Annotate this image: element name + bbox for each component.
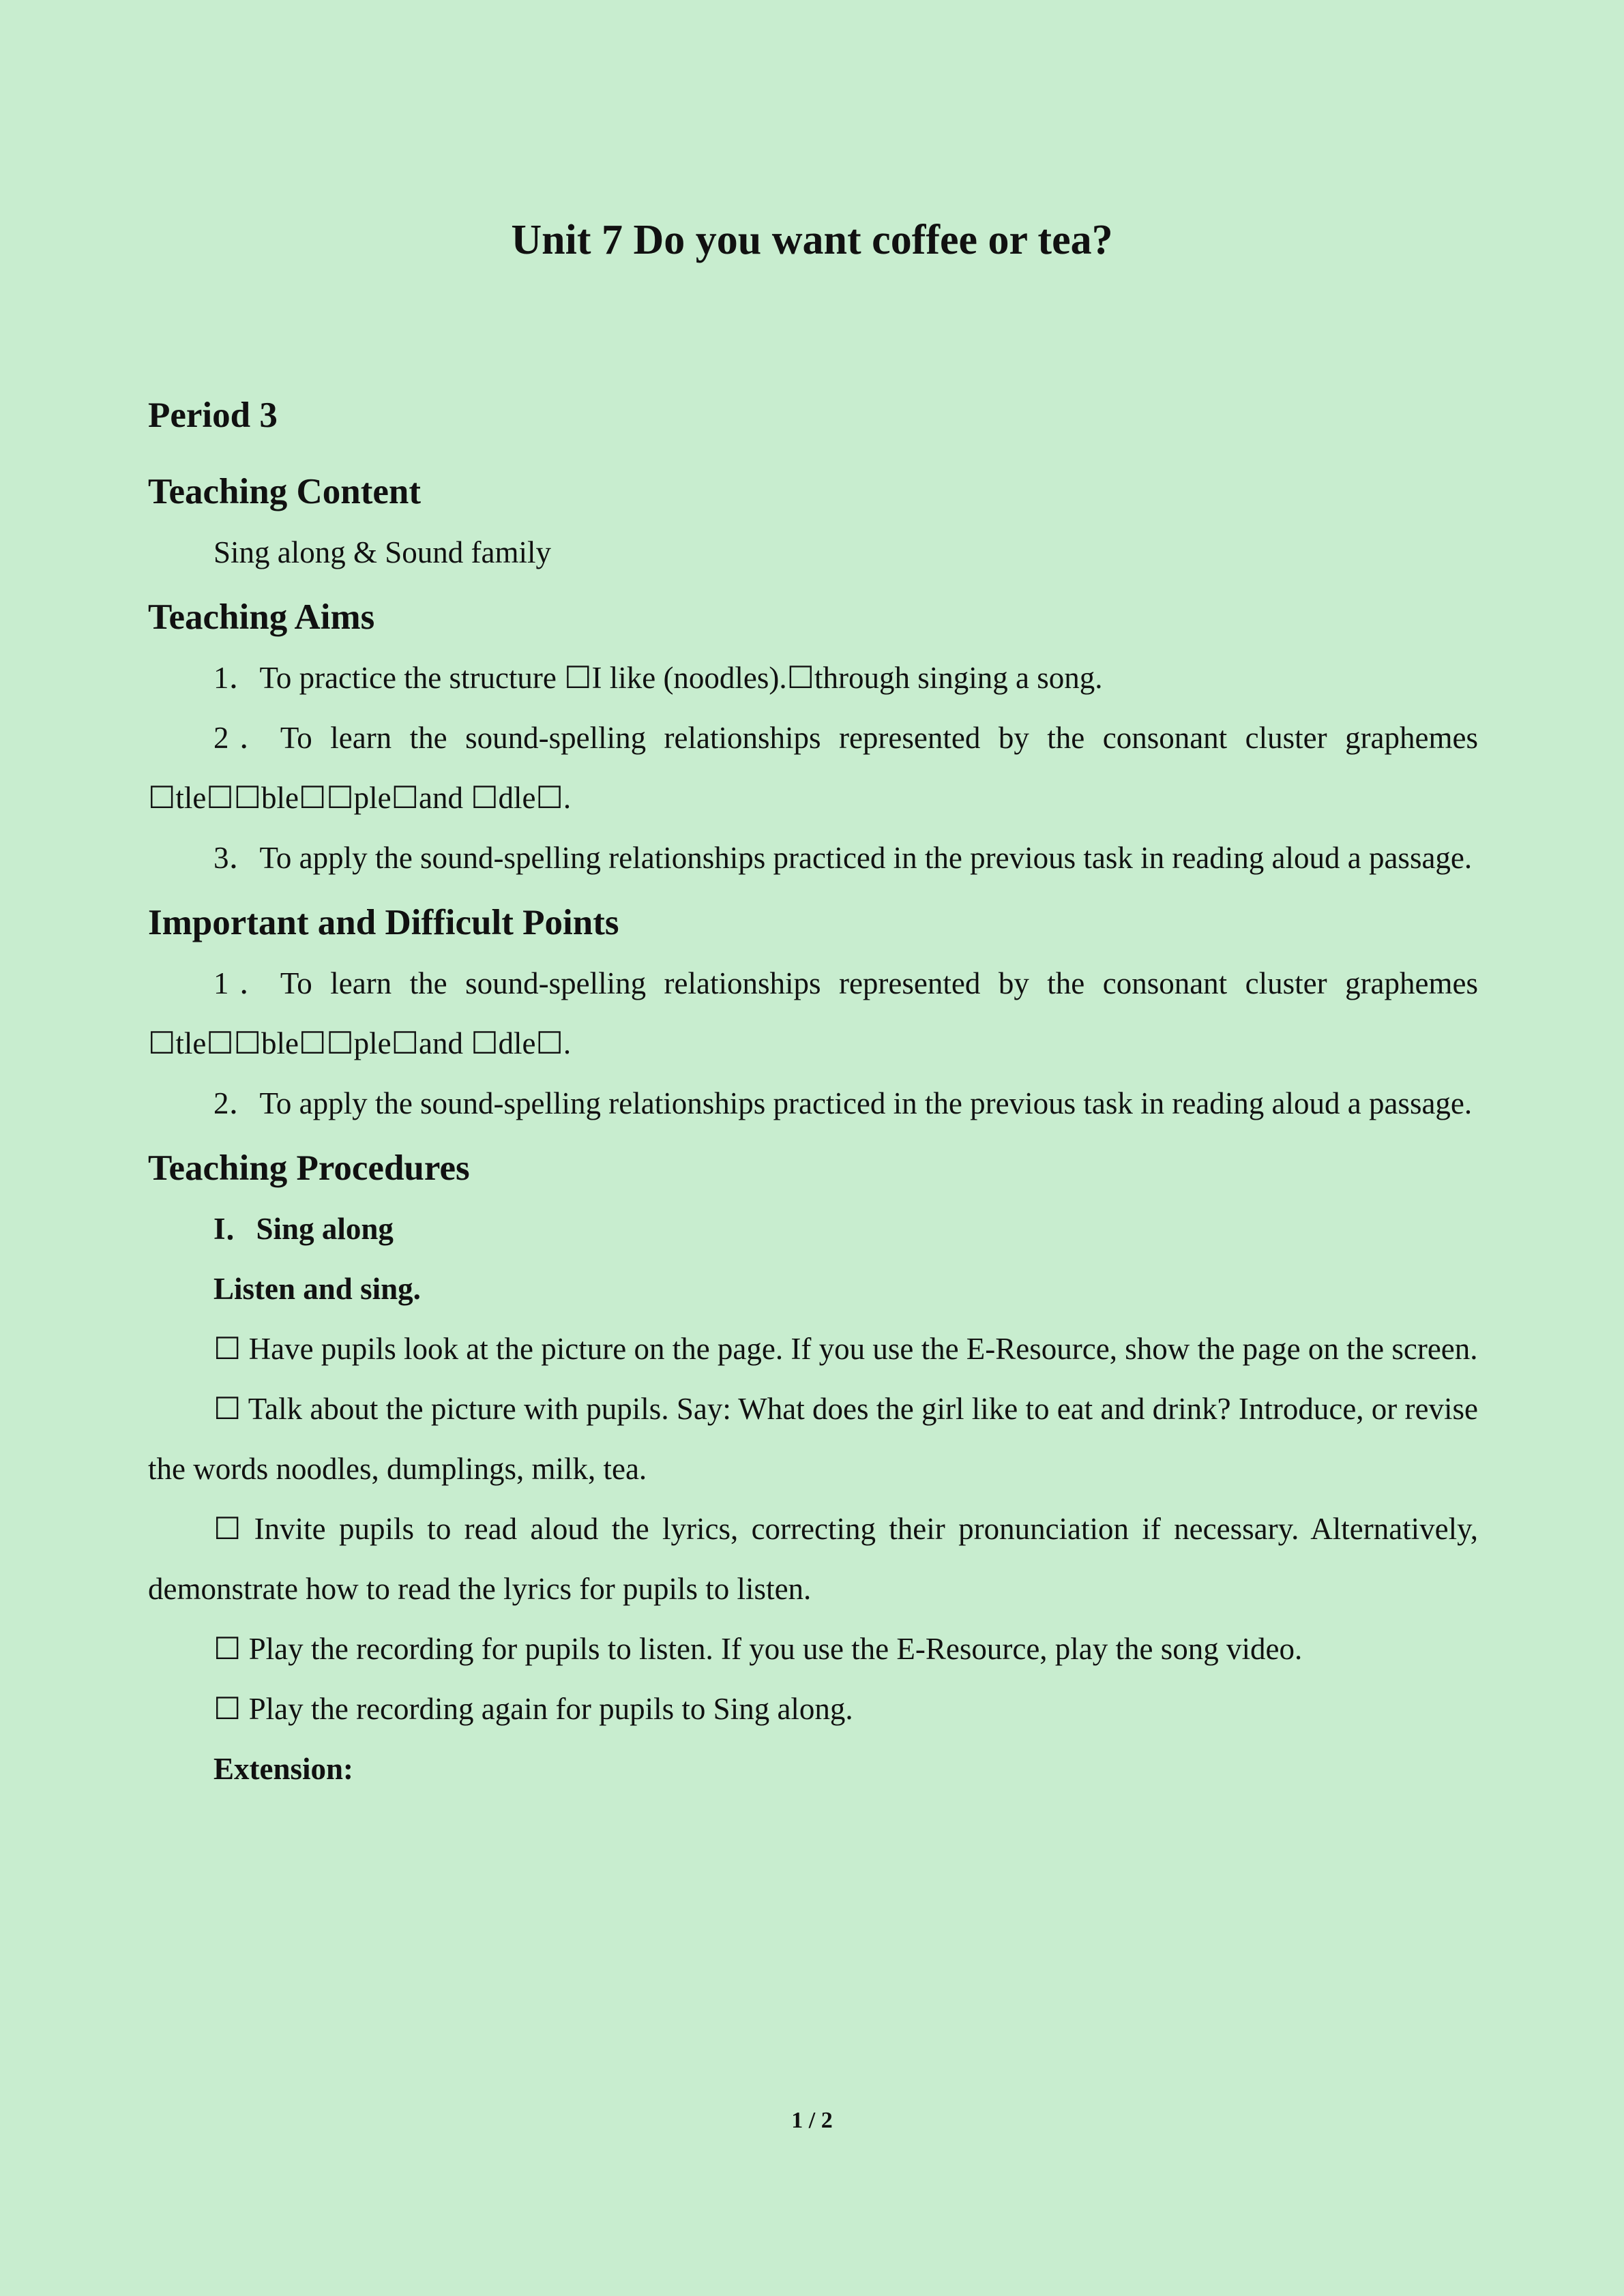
teaching-aims-heading: Teaching Aims <box>148 597 375 637</box>
step-title: I．Sing along <box>213 1212 394 1246</box>
points-item-1: 1．To learn the sound-spelling relationships represented by the consonant cluster graphemes ☐tle☐☐ble☐☐ple☐and ☐dle☐. <box>148 966 1478 1060</box>
important-points-heading: Important and Difficult Points <box>148 903 619 942</box>
procedure-bullet-4: ☐ Play the recording for pupils to listen. If you use the E-Resource, play the song video. <box>213 1632 1303 1666</box>
activity-title: Listen and sing. <box>213 1272 421 1306</box>
aims-item-2: 2．To learn the sound-spelling relationships represented by the consonant cluster graphemes ☐tle☐☐ble☐☐ple☐and ☐dle☐. <box>148 721 1478 815</box>
teaching-procedures-heading: Teaching Procedures <box>148 1148 470 1188</box>
document-title: Unit 7 Do you want coffee or tea? <box>511 217 1113 263</box>
procedure-bullet-2: ☐ Talk about the picture with pupils. Say: What does the girl like to eat and drink? Introduce, or revise the words noodles, dumplings, milk, tea. <box>148 1392 1478 1486</box>
teaching-content-text: Sing along & Sound family <box>213 535 551 569</box>
document-body <box>148 385 1478 1799</box>
procedure-bullet-1: ☐ Have pupils look at the picture on the page. If you use the E-Resource, show the page on the screen. <box>213 1332 1478 1366</box>
extension-heading: Extension: <box>213 1752 354 1786</box>
page-number: 1 / 2 <box>791 2108 833 2133</box>
procedure-bullet-3: ☐ Invite pupils to read aloud the lyrics, correcting their pronunciation if necessary. Alternatively, demonstrate how to read the lyrics for pupils to listen. <box>148 1512 1478 1606</box>
period-heading: Period 3 <box>148 396 278 435</box>
procedure-bullet-5: ☐ Play the recording again for pupils to Sing along. <box>213 1692 853 1726</box>
aims-item-1: 1．To practice the structure ☐I like (noodles).☐through singing a song. <box>213 661 1103 695</box>
teaching-content-heading: Teaching Content <box>148 472 422 511</box>
aims-item-3: 3．To apply the sound-spelling relationships practiced in the previous task in reading aloud a passage. <box>213 841 1473 875</box>
points-item-2: 2．To apply the sound-spelling relationships practiced in the previous task in reading aloud a passage. <box>213 1086 1473 1120</box>
